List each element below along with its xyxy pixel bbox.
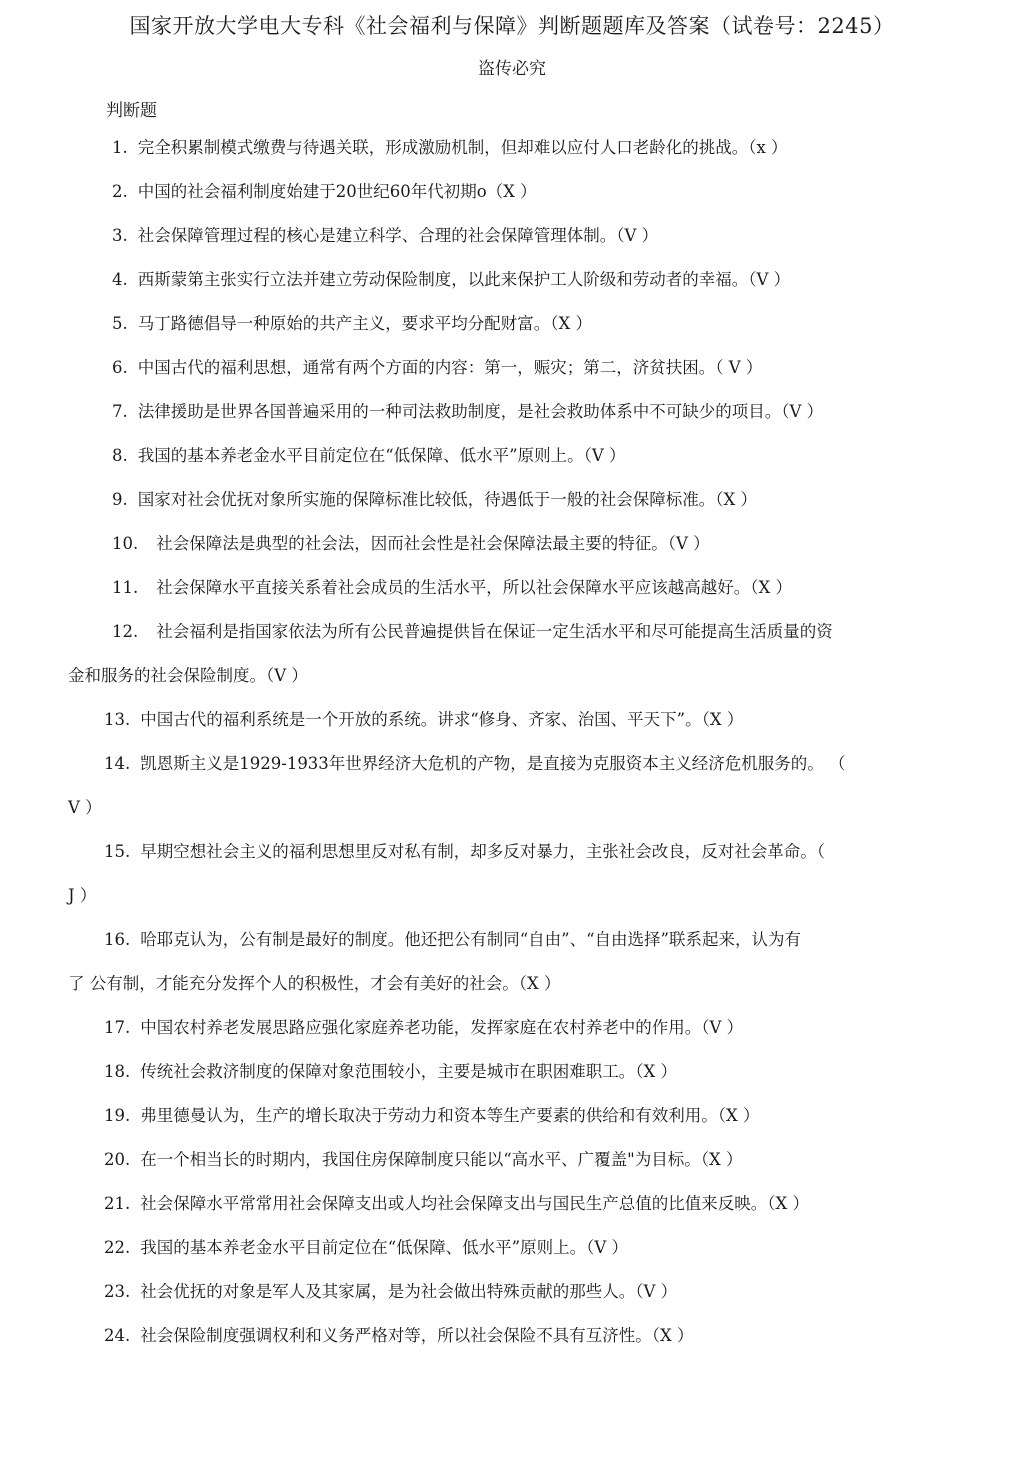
question-number: 21. (104, 1194, 131, 1213)
question-text: 中国农村养老发展思路应强化家庭养老功能，发挥家庭在农村养老中的作用。（V ） (140, 1018, 744, 1037)
question-item (112, 434, 626, 478)
question-text: 社会保险制度强调权利和义务严格对等，所以社会保险不具有互济性。（X ） (140, 1326, 694, 1345)
question-item (112, 346, 762, 390)
question-item (112, 478, 757, 522)
question-number: 8. (112, 446, 128, 465)
question-item (112, 566, 792, 610)
question-text: 马丁路德倡导一种原始的共产主义，要求平均分配财富。（X ） (137, 314, 592, 333)
question-number: 18. (104, 1062, 131, 1081)
question-text: 我国的基本养老金水平目前定位在“低保障、低水平”原则上。（V ） (137, 446, 626, 465)
question-number: 14. (104, 754, 131, 773)
question-number: 3. (112, 226, 128, 245)
question-item (104, 1314, 694, 1358)
question-number: 5. (112, 314, 128, 333)
question-item (112, 258, 790, 302)
question-number: 15. (104, 842, 131, 861)
question-item (104, 742, 846, 786)
question-number: 4. (112, 270, 128, 289)
document-subtitle: 盗传必究 (478, 59, 546, 79)
question-number: 22. (104, 1238, 131, 1257)
question-number: 1. (112, 138, 128, 157)
question-number: 12. (112, 622, 139, 641)
question-text: 中国古代的福利思想，通常有两个方面的内容：第一，赈灾；第二，济贫扶困。（ V ） (137, 358, 763, 377)
question-number: 23. (104, 1282, 131, 1301)
question-item (104, 830, 825, 874)
document-title: 国家开放大学电大专科《社会福利与保障》判断题题库及答案（试卷号：2245） (129, 14, 895, 38)
question-item (104, 698, 743, 742)
question-text: 社会保障水平直接关系着社会成员的生活水平，所以社会保障水平应该越高越好。（X ） (156, 578, 792, 597)
question-text: 社会福利是指国家依法为所有公民普遍提供旨在保证一定生活水平和尽可能提高生活质量的资 (156, 622, 833, 641)
question-text: 西斯蒙第主张实行立法并建立劳动保险制度，以此来保护工人阶级和劳动者的幸福。（V ） (137, 270, 791, 289)
question-text-continuation: J ） (68, 886, 97, 905)
question-text: 中国的社会福利制度始建于20世纪60年代初期o（X ） (137, 182, 537, 201)
question-number: 11. (112, 578, 139, 597)
question-number: 13. (104, 710, 131, 729)
question-text-continuation: 金和服务的社会保险制度。（V ） (68, 666, 308, 685)
question-item (112, 610, 833, 654)
question-number: 24. (104, 1326, 131, 1345)
question-number: 19. (104, 1106, 131, 1125)
question-number: 16. (104, 930, 131, 949)
question-text: 社会保障水平常常用社会保障支出或人均社会保障支出与国民生产总值的比值来反映。（X ） (140, 1194, 809, 1213)
question-text: 法律援助是世界各国普遍采用的一种司法救助制度，是社会救助体系中不可缺少的项目。（V ） (137, 402, 824, 421)
question-number: 2. (112, 182, 128, 201)
question-number: 17. (104, 1018, 131, 1037)
question-text: 在一个相当长的时期内，我国住房保障制度只能以“高水平、广覆盖"为目标。（X ） (140, 1150, 743, 1169)
question-text: 早期空想社会主义的福利思想里反对私有制，却多反对暴力，主张社会改良，反对社会革命。（ (140, 842, 825, 861)
question-text: 弗里德曼认为，生产的增长取决于劳动力和资本等生产要素的供给和有效利用。（X ） (140, 1106, 760, 1125)
question-text: 社会保障法是典型的社会法，因而社会性是社会保障法最主要的特征。（V ） (156, 534, 710, 553)
question-item (112, 126, 788, 170)
question-text: 我国的基本养老金水平目前定位在“低保障、低水平”原则上。（V ） (140, 1238, 629, 1257)
question-item (112, 170, 537, 214)
question-item (112, 390, 823, 434)
question-item (112, 302, 592, 346)
question-item (104, 1094, 760, 1138)
question-text: 国家对社会优抚对象所实施的保障标准比较低，待遇低于一般的社会保障标准。（X ） (137, 490, 757, 509)
section-heading: 判断题 (106, 101, 157, 121)
question-text: 完全积累制模式缴费与待遇关联，形成激励机制，但却难以应付人口老龄化的挑战。（x ） (137, 138, 788, 157)
question-number: 10. (112, 534, 139, 553)
question-text: 凯恩斯主义是1929-1933年世界经济大危机的产物，是直接为克服资本主义经济危机服务的。 （ (140, 754, 846, 773)
question-text-continuation: V ） (68, 798, 102, 817)
question-text-continuation: 了 公有制，才能充分发挥个人的积极性，才会有美好的社会。（X ） (68, 974, 561, 993)
question-text: 社会保障管理过程的核心是建立科学、合理的社会保障管理体制。（V ） (137, 226, 659, 245)
question-text: 哈耶克认为，公有制是最好的制度。他还把公有制同“自由”、“自由选择”联系起来，认为有 (140, 930, 801, 949)
question-number: 7. (112, 402, 128, 421)
question-item (104, 1006, 743, 1050)
question-text: 传统社会救济制度的保障对象范围较小，主要是城市在职困难职工。（X ） (140, 1062, 677, 1081)
question-text: 社会优抚的对象是军人及其家属，是为社会做出特殊贡献的那些人。（V ） (140, 1282, 678, 1301)
question-item (112, 522, 710, 566)
question-item (104, 1138, 743, 1182)
question-item (112, 214, 658, 258)
question-number: 9. (112, 490, 128, 509)
question-item (104, 1050, 677, 1094)
question-number: 6. (112, 358, 128, 377)
question-number: 20. (104, 1150, 131, 1169)
question-item (104, 1270, 677, 1314)
question-item (104, 1226, 628, 1270)
question-text: 中国古代的福利系统是一个开放的系统。讲求“修身、齐家、治国、平天下”。（X ） (140, 710, 744, 729)
question-item (104, 918, 801, 962)
question-item (104, 1182, 809, 1226)
